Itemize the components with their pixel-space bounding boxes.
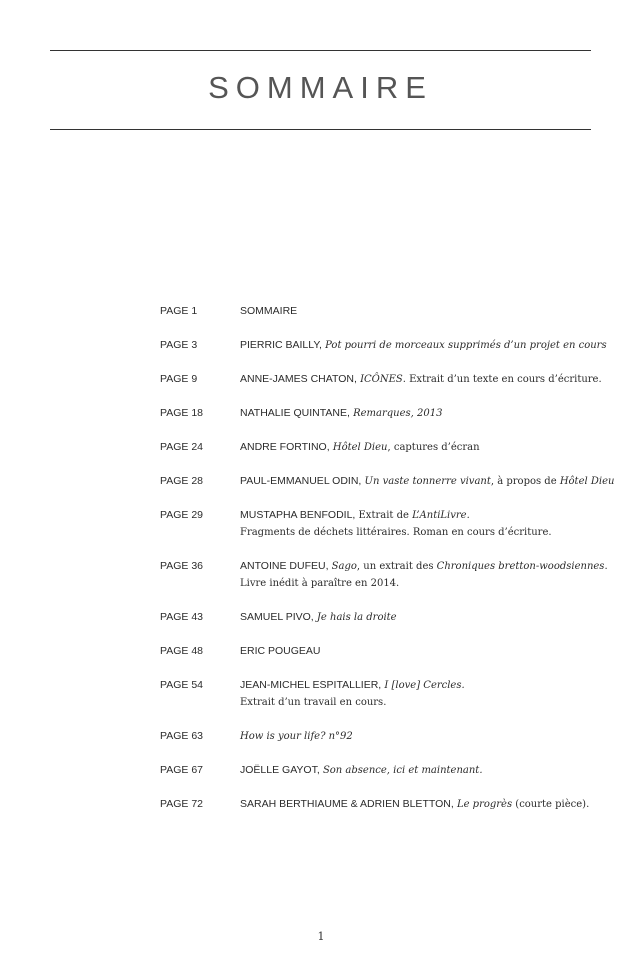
toc-entry (160, 371, 630, 388)
toc-entry-content (240, 439, 630, 456)
toc-entry-content (240, 609, 630, 626)
toc-work-title: How is your life? n°92 (240, 731, 353, 742)
toc-entry (160, 507, 630, 541)
toc-work-title: Sago (331, 561, 357, 572)
toc-entry (160, 728, 630, 745)
toc-description: , captures d’écran (387, 442, 480, 453)
toc-author: ERIC POUGEAU (240, 645, 321, 657)
toc-description-secondary: . (604, 561, 608, 572)
toc-description: (courte pièce). (512, 799, 590, 810)
toc-author: SAMUEL PIVO, (240, 611, 314, 623)
toc-entry-line (240, 728, 630, 745)
toc-entry-content (240, 371, 630, 388)
toc-entry-line (240, 643, 630, 660)
toc-entry-content (240, 303, 630, 320)
toc-entry-line (240, 796, 630, 813)
toc-entry-line (240, 677, 630, 694)
toc-entry (160, 677, 630, 711)
toc-page-number: PAGE 43 (160, 611, 203, 623)
toc-description: . (466, 510, 470, 521)
toc-entry-line-2: Fragments de déchets littéraires. Roman en cours d’écriture. (240, 527, 552, 538)
toc-entry-content (240, 728, 630, 745)
toc-page-number: PAGE 36 (160, 560, 203, 572)
toc-entry-line (240, 609, 630, 626)
toc-author: ANDRE FORTINO, (240, 441, 330, 453)
toc-page-number: PAGE 63 (160, 730, 203, 742)
toc-entry (160, 303, 630, 320)
toc-entry-line (240, 558, 630, 575)
toc-work-title: Un vaste tonnerre vivant (364, 476, 491, 487)
toc-entry-content (240, 558, 630, 592)
toc-entry-content (240, 677, 630, 711)
toc-entry (160, 473, 630, 490)
toc-entry (160, 405, 630, 422)
toc-entry-line (240, 762, 630, 779)
toc-entry-content (240, 507, 630, 541)
toc-entry (160, 337, 630, 354)
toc-page-number: PAGE 67 (160, 764, 203, 776)
toc-work-title: Je hais la droite (316, 612, 397, 623)
toc-entry-line (240, 337, 630, 354)
toc-work-title: ICÔNES (360, 374, 403, 385)
toc-entry (160, 643, 630, 660)
toc-page-number: PAGE 28 (160, 475, 203, 487)
toc-entry-line (240, 303, 630, 320)
toc-description: , un extrait des (356, 561, 437, 572)
toc-author: JEAN-MICHEL ESPITALLIER, (240, 679, 382, 691)
toc-entry (160, 796, 630, 813)
toc-entry (160, 609, 630, 626)
toc-author: JOËLLE GAYOT, (240, 764, 320, 776)
toc-entry (160, 762, 630, 779)
toc-entry-content (240, 643, 630, 660)
toc-author: PIERRIC BAILLY, (240, 339, 322, 351)
toc-entry-line-2: Extrait d’un travail en cours. (240, 697, 387, 708)
toc-work-title: Hôtel Dieu (332, 442, 388, 453)
page-title: SOMMAIRE (208, 70, 433, 105)
toc-author: SARAH BERTHIAUME & ADRIEN BLETTON, (240, 798, 454, 810)
toc-entry-line (240, 439, 630, 456)
toc-entry-line-2: Livre inédit à paraître en 2014. (240, 578, 400, 589)
page-number: 1 (317, 930, 325, 943)
toc-separator: Extrait de (355, 510, 413, 521)
toc-author: ANNE-JAMES CHATON, (240, 373, 357, 385)
header-top-rule (50, 50, 591, 51)
toc-entry-content (240, 337, 630, 354)
toc-page-number: PAGE 29 (160, 509, 203, 521)
toc-author: MUSTAPHA BENFODIL, (240, 509, 356, 521)
toc-work-title: Son absence, ici et maintenant. (322, 765, 483, 776)
toc-entry-content (240, 405, 630, 422)
table-of-contents (160, 303, 630, 813)
toc-description: , à propos de (490, 476, 560, 487)
toc-entry-content (240, 796, 630, 813)
toc-entry-line (240, 405, 630, 422)
toc-page-number: PAGE 9 (160, 373, 198, 385)
toc-work-title: Pot pourri de morceaux supprimés d’un projet en cours (325, 340, 607, 351)
toc-page-number: PAGE 24 (160, 441, 203, 453)
toc-author: PAUL-EMMANUEL ODIN, (240, 475, 362, 487)
toc-entry-line (240, 371, 630, 388)
toc-entry-line (240, 473, 630, 490)
toc-entry-content (240, 473, 630, 490)
toc-page-number: PAGE 18 (160, 407, 203, 419)
toc-author: NATHALIE QUINTANE, (240, 407, 350, 419)
toc-page-number: PAGE 3 (160, 339, 198, 351)
toc-page-number: PAGE 54 (160, 679, 203, 691)
toc-entry (160, 439, 630, 456)
toc-page-number: PAGE 1 (160, 305, 198, 317)
toc-page-number: PAGE 48 (160, 645, 203, 657)
toc-page-number: PAGE 72 (160, 798, 203, 810)
toc-entry-content (240, 762, 630, 779)
toc-work-title: Remarques, 2013 (353, 408, 443, 419)
toc-description: . Extrait d’un texte en cours d’écriture. (402, 374, 602, 385)
header-bottom-rule (50, 129, 591, 130)
toc-entry-line (240, 507, 630, 524)
toc-work-title: L’AntiLivre (412, 510, 467, 521)
toc-work-title: Le progrès (456, 799, 513, 810)
toc-work-title-secondary: Hôtel Dieu (559, 476, 615, 487)
toc-entry (160, 558, 630, 592)
toc-author: SOMMAIRE (240, 305, 298, 317)
toc-work-title-secondary: Chroniques bretton-woodsiennes (436, 561, 605, 572)
toc-author: ANTOINE DUFEU, (240, 560, 329, 572)
toc-work-title: I [love] Cercles. (384, 680, 465, 691)
